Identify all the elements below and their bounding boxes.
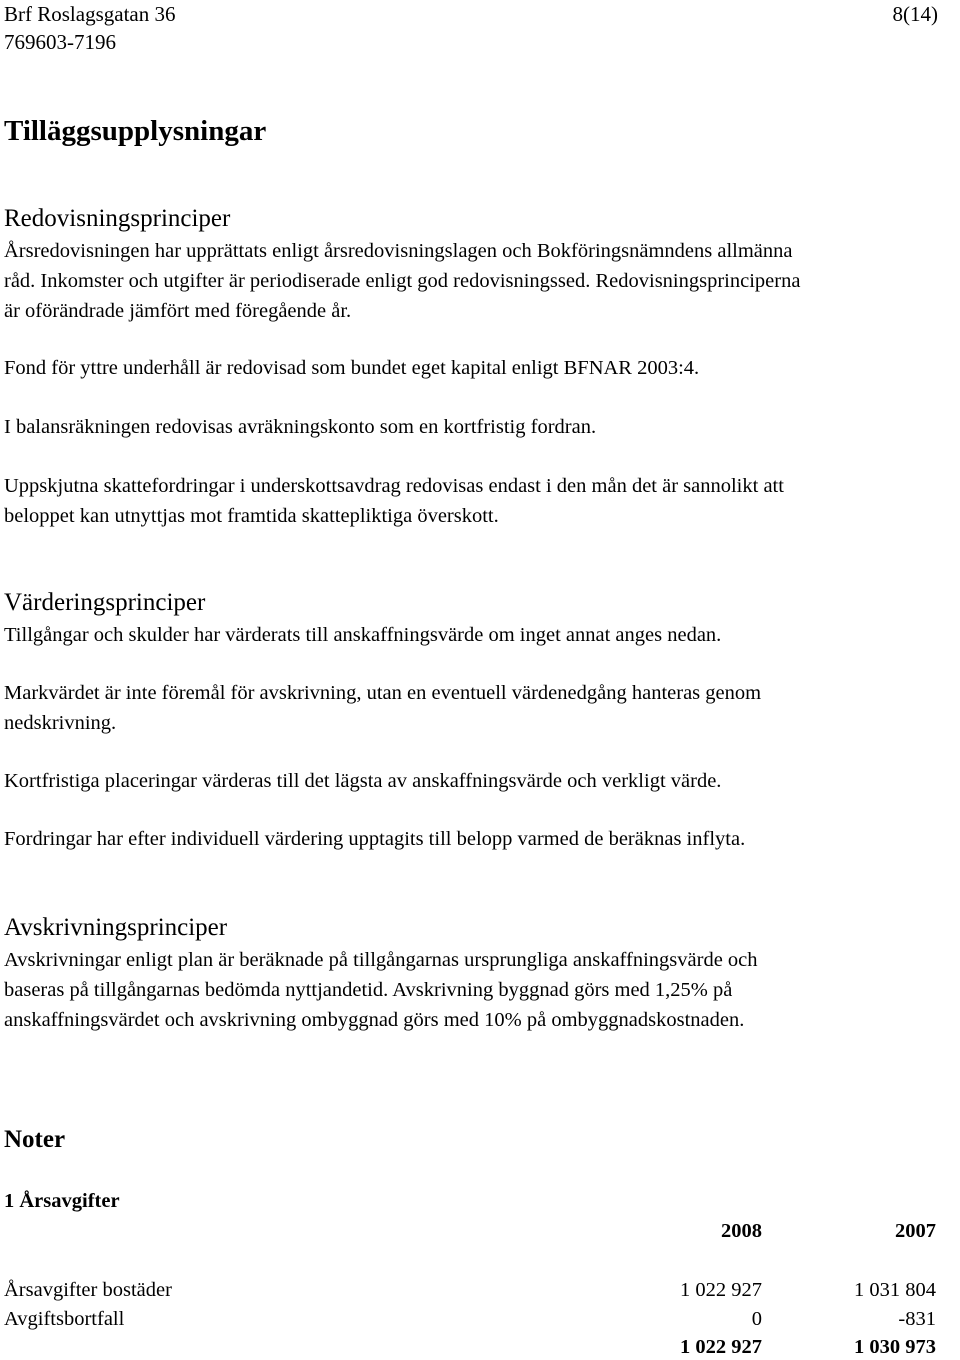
table-total-2007: 1 030 973 (854, 1336, 936, 1358)
table-cell-2007: 1 031 804 (854, 1279, 936, 1301)
page-title: Tilläggsupplysningar (4, 115, 267, 147)
table-cell-2008: 0 (751, 1308, 762, 1330)
table-row-label: Årsavgifter bostäder (4, 1279, 172, 1301)
paragraph-vardering-3 (4, 766, 952, 796)
section-heading-avskrivningsprinciper: Avskrivningsprinciper (4, 914, 228, 941)
page-number: 8(14) (892, 2, 938, 26)
paragraph-redovisning-2 (4, 353, 952, 383)
paragraph-vardering-1 (4, 620, 952, 650)
text-line: Markvärdet är inte föremål för avskrivning, utan en eventuell värdenedgång hanteras genom (4, 682, 762, 704)
column-header-2007: 2007 (895, 1220, 936, 1242)
paragraph-vardering-2 (4, 678, 952, 738)
text-line: Avskrivningar enligt plan är beräknade på tillgångarnas ursprungliga anskaffningsvärde och (4, 949, 758, 971)
text-line: Fordringar har efter individuell värdering upptagits till belopp varmed de beräknas inflyta. (4, 828, 746, 850)
paragraph-avskrivning-1 (4, 945, 952, 1035)
text-line: nedskrivning. (4, 712, 117, 734)
org-name: Brf Roslagsgatan 36 (4, 2, 176, 26)
text-line: Fond för yttre underhåll är redovisad som bundet eget kapital enligt BFNAR 2003:4. (4, 357, 700, 379)
text-line: är oförändrade jämfört med föregående år. (4, 300, 352, 322)
table-cell-2007: -831 (898, 1308, 936, 1330)
section-heading-redovisningsprinciper: Redovisningsprinciper (4, 205, 231, 232)
text-line: Kortfristiga placeringar värderas till det lägsta av anskaffningsvärde och verkligt värde. (4, 770, 722, 792)
paragraph-redovisning-3 (4, 412, 952, 442)
text-line: I balansräkningen redovisas avräkningskonto som en kortfristig fordran. (4, 416, 597, 438)
table-cell-2008: 1 022 927 (680, 1279, 762, 1301)
noter-heading: Noter (4, 1126, 66, 1153)
paragraph-redovisning-4 (4, 471, 952, 531)
text-line: Uppskjutna skattefordringar i underskottsavdrag redovisas endast i den mån det är sannolikt att (4, 475, 784, 497)
text-line: baseras på tillgångarnas bedömda nyttjandetid. Avskrivning byggnad görs med 1,25% på (4, 979, 733, 1001)
text-line: anskaffningsvärdet och avskrivning ombyggnad görs med 10% på ombyggnadskostnaden. (4, 1009, 745, 1031)
table-total-2008: 1 022 927 (680, 1336, 762, 1358)
text-line: Årsredovisningen har upprättats enligt årsredovisningslagen och Bokföringsnämndens allmänna (4, 240, 793, 262)
section-heading-varderingsprinciper: Värderingsprinciper (4, 589, 206, 616)
paragraph-vardering-4 (4, 824, 952, 854)
org-number: 769603-7196 (4, 30, 116, 54)
text-line: Tillgångar och skulder har värderats till anskaffningsvärde om inget annat anges nedan. (4, 624, 722, 646)
table-row-label: Avgiftsbortfall (4, 1308, 125, 1330)
paragraph-redovisning-1 (4, 236, 952, 326)
note-1-title: 1 Årsavgifter (4, 1190, 120, 1212)
text-line: beloppet kan utnyttjas mot framtida skattepliktiga överskott. (4, 505, 499, 527)
column-header-2008: 2008 (721, 1220, 762, 1242)
text-line: råd. Inkomster och utgifter är periodiserade enligt god redovisningssed. Redovisningsprinciperna (4, 270, 801, 292)
